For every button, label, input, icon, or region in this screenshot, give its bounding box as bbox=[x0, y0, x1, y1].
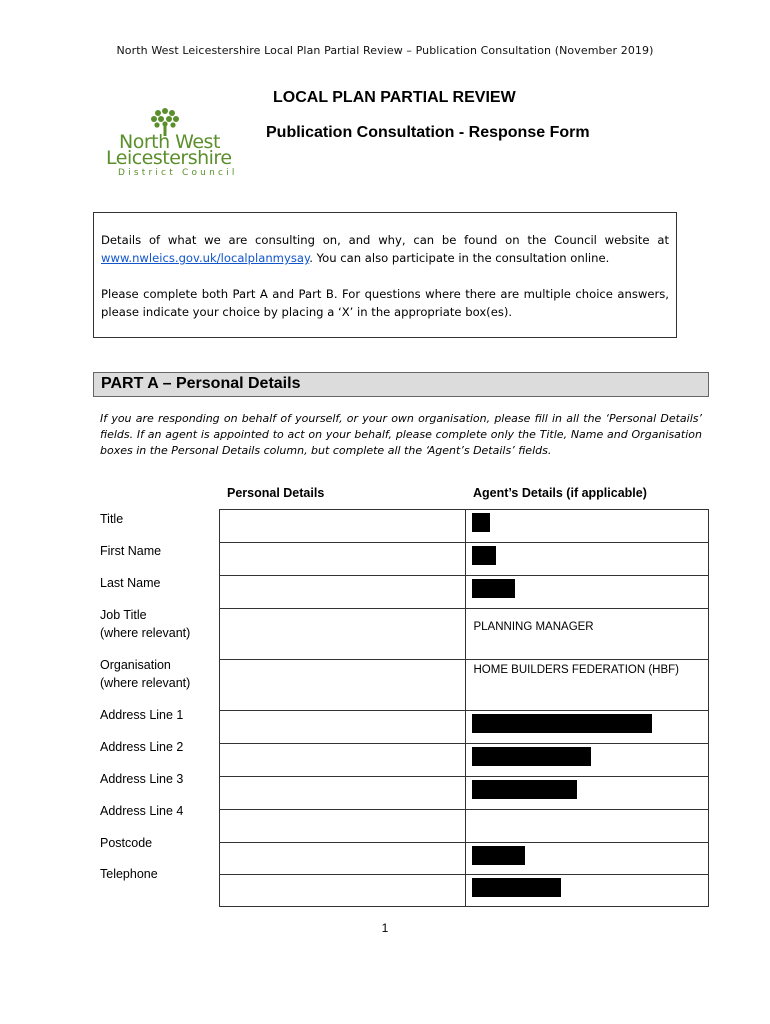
document-subtitle: Publication Consultation - Response Form bbox=[266, 124, 590, 141]
table-row bbox=[220, 875, 709, 907]
personal-detail-field[interactable] bbox=[220, 543, 466, 576]
logo-line-3: District Council bbox=[118, 168, 238, 178]
agent-detail-value: PLANNING MANAGER bbox=[473, 621, 594, 633]
table-row bbox=[220, 543, 709, 576]
redaction-block bbox=[472, 846, 525, 865]
row-label-text: Telephone bbox=[100, 867, 158, 881]
agent-detail-field[interactable] bbox=[466, 543, 709, 576]
row-label-text: Title bbox=[100, 512, 124, 526]
personal-detail-field[interactable] bbox=[220, 777, 466, 810]
agent-detail-field[interactable] bbox=[466, 660, 709, 711]
running-header: North West Leicestershire Local Plan Partial Review – Publication Consultation (November 2019) bbox=[116, 44, 654, 57]
personal-detail-field[interactable] bbox=[220, 660, 466, 711]
redaction-block bbox=[472, 714, 652, 733]
row-label-text: Address Line 2 bbox=[100, 740, 184, 754]
agent-detail-field[interactable] bbox=[466, 875, 709, 907]
personal-detail-field[interactable] bbox=[220, 744, 466, 777]
personal-detail-field[interactable] bbox=[220, 875, 466, 907]
info-paragraph-1 bbox=[101, 231, 669, 267]
redaction-block bbox=[472, 878, 561, 897]
agent-detail-field[interactable] bbox=[466, 711, 709, 744]
row-label-text: Address Line 3 bbox=[100, 772, 184, 786]
row-label bbox=[100, 510, 123, 528]
page-number: 1 bbox=[381, 921, 389, 935]
agent-detail-value: HOME BUILDERS FEDERATION (HBF) bbox=[473, 664, 680, 676]
table-row bbox=[220, 711, 709, 744]
row-label bbox=[100, 574, 160, 592]
redaction-block bbox=[472, 546, 496, 565]
agent-detail-field[interactable] bbox=[466, 576, 709, 609]
row-label-text: Address Line 4 bbox=[100, 804, 184, 818]
personal-detail-field[interactable] bbox=[220, 843, 466, 875]
personal-details-table bbox=[219, 509, 709, 907]
redaction-block bbox=[472, 579, 515, 598]
row-label bbox=[100, 770, 183, 788]
redaction-block bbox=[472, 780, 577, 799]
logo-line-1: North West bbox=[119, 131, 220, 153]
table-row bbox=[220, 510, 709, 543]
agent-detail-field[interactable] bbox=[466, 744, 709, 777]
council-logo bbox=[104, 107, 244, 177]
part-a-instructions: If you are responding on behalf of yourself, or your own organisation, please fill in all the ‘Personal Details’ fields. If an agent is appointed to act on your behalf, please complete only the Title, Name and Organisation boxes in the Personal Details column, but complete all the ‘Agent’s Details’ fields. bbox=[100, 412, 702, 457]
part-a-heading: PART A – Personal Details bbox=[93, 372, 709, 397]
personal-detail-field[interactable] bbox=[220, 576, 466, 609]
row-label bbox=[100, 865, 158, 883]
table-row bbox=[220, 660, 709, 711]
info-text-before-link: Details of what we are consulting on, and why, can be found on the Council website at bbox=[101, 233, 669, 247]
row-label-text: Organisation bbox=[100, 658, 171, 672]
council-website-link[interactable]: www.nwleics.gov.uk/localplanmysay bbox=[101, 251, 310, 265]
row-label bbox=[100, 656, 190, 692]
row-label-subtext: (where relevant) bbox=[100, 676, 191, 690]
personal-detail-field[interactable] bbox=[220, 510, 466, 543]
row-label-text: First Name bbox=[100, 544, 162, 558]
row-label bbox=[100, 706, 183, 724]
info-text-after-link: . You can also participate in the consultation online. bbox=[309, 251, 610, 265]
row-label bbox=[100, 542, 161, 560]
row-label bbox=[100, 738, 183, 756]
table-row bbox=[220, 576, 709, 609]
agent-detail-field[interactable] bbox=[466, 810, 709, 843]
personal-detail-field[interactable] bbox=[220, 810, 466, 843]
row-label bbox=[100, 606, 190, 642]
table-row bbox=[220, 810, 709, 843]
row-label-text: Job Title bbox=[100, 608, 147, 622]
agent-detail-field[interactable] bbox=[466, 609, 709, 660]
row-label bbox=[100, 802, 183, 820]
row-label-text: Address Line 1 bbox=[100, 708, 184, 722]
redaction-block bbox=[472, 747, 591, 766]
personal-detail-field[interactable] bbox=[220, 609, 466, 660]
document-title: LOCAL PLAN PARTIAL REVIEW bbox=[273, 89, 516, 106]
table-row bbox=[220, 744, 709, 777]
row-label bbox=[100, 834, 152, 852]
row-label-text: Last Name bbox=[100, 576, 161, 590]
agent-detail-field[interactable] bbox=[466, 777, 709, 810]
personal-detail-field[interactable] bbox=[220, 711, 466, 744]
agent-detail-field[interactable] bbox=[466, 510, 709, 543]
agent-details-column-header: Agent’s Details (if applicable) bbox=[473, 486, 647, 500]
table-row bbox=[220, 609, 709, 660]
redaction-block bbox=[472, 513, 490, 532]
row-label-text: Postcode bbox=[100, 836, 153, 850]
personal-details-column-header: Personal Details bbox=[227, 486, 325, 500]
table-row bbox=[220, 843, 709, 875]
table-row bbox=[220, 777, 709, 810]
info-box bbox=[93, 212, 677, 338]
logo-line-2: Leicestershire bbox=[106, 147, 232, 169]
row-label-subtext: (where relevant) bbox=[100, 626, 191, 640]
info-paragraph-2: Please complete both Part A and Part B. For questions where there are multiple choice answers, please indicate your choice by placing a ‘X’ in the appropriate box(es). bbox=[101, 287, 669, 319]
agent-detail-field[interactable] bbox=[466, 843, 709, 875]
